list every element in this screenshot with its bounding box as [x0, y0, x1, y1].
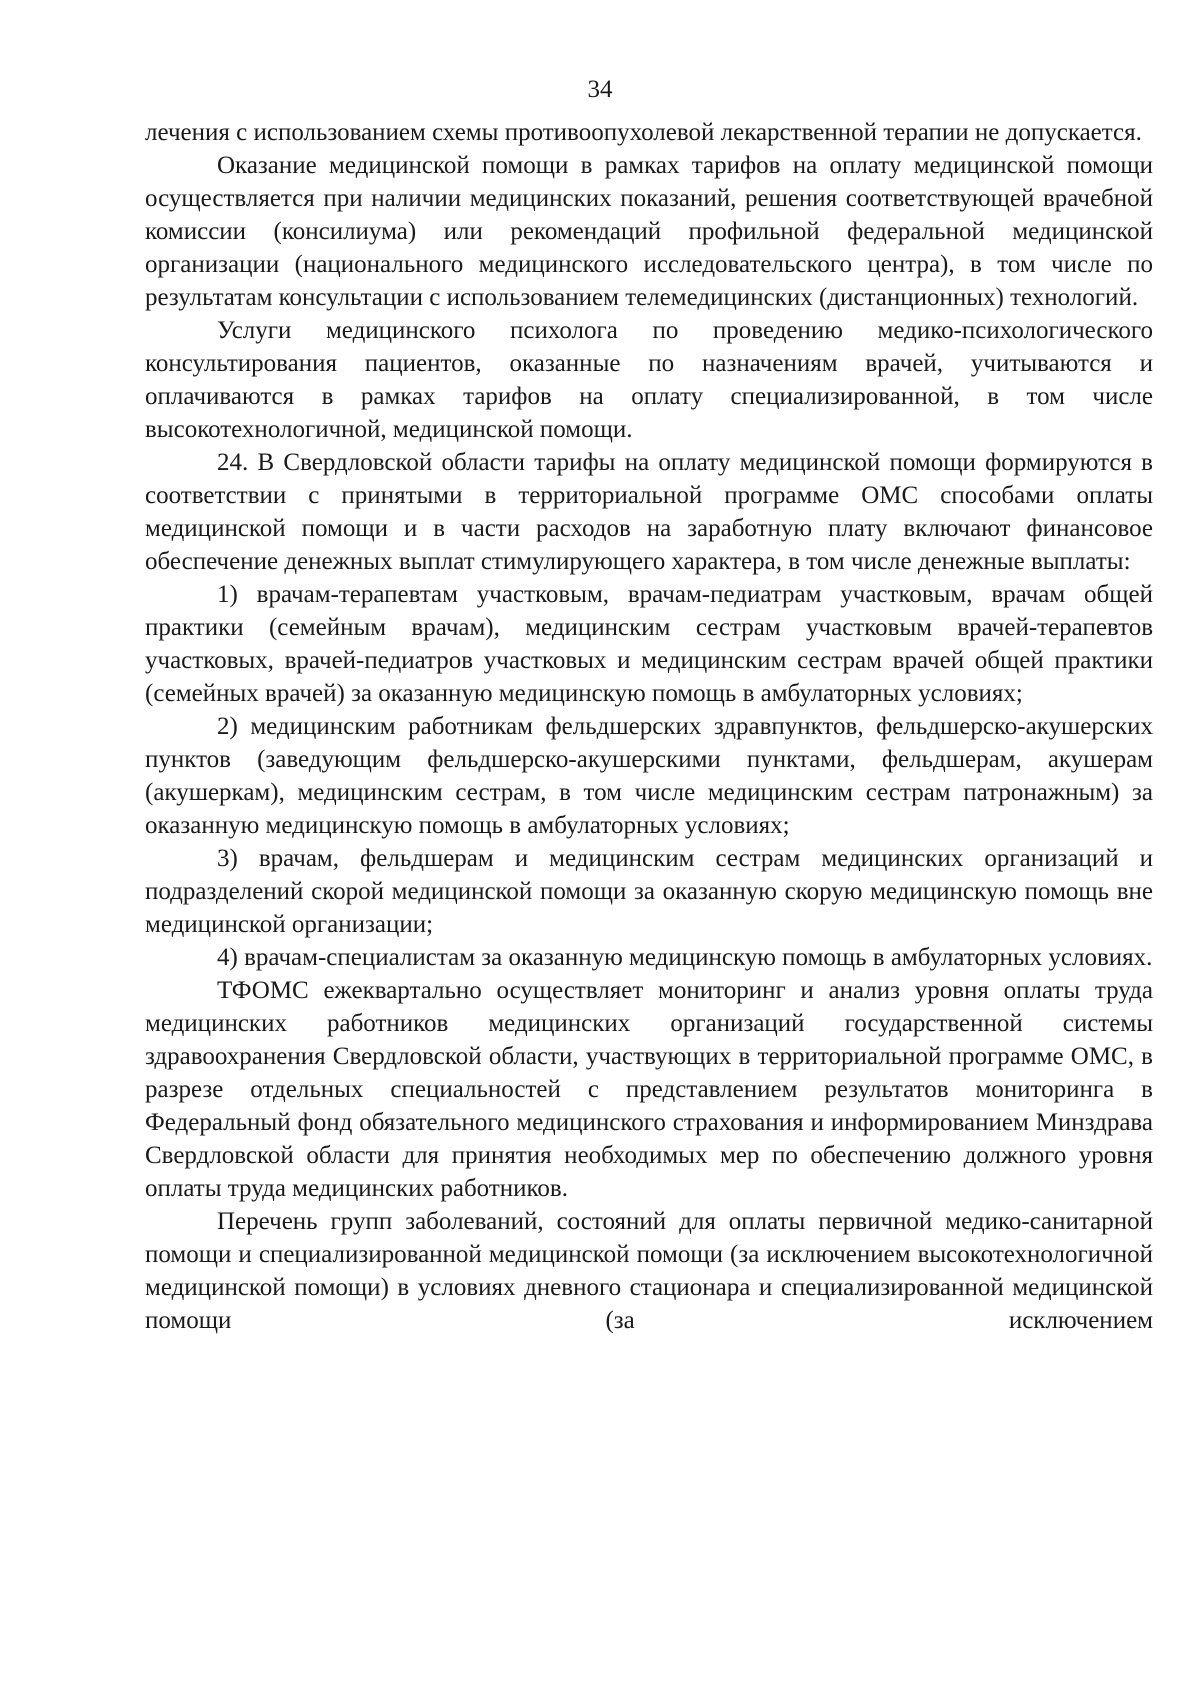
page-number: 34: [587, 76, 613, 103]
paragraph: лечения с использованием схемы противоопухолевой лекарственной терапии не допускается.: [145, 119, 1142, 146]
paragraph: Оказание медицинской помощи в рамках тарифов на оплату медицинской помощи осуществляется при наличии медицинских показаний, решения соответствующей врачебной комиссии (консилиума) или рекомендаций профильной федеральной медицинской организации (национального медицинского исследовательского центра), в том числе по результатам консультации с использованием телемедицинских (дистанционных) технологий.: [145, 152, 1153, 311]
list-item: 1) врачам-терапевтам участковым, врачам-педиатрам участковым, врачам общей практики (семейным врачам), медицинским сестрам участковым врачей-терапевтов участковых, врачей-педиатров участковых и медицинским сестрам врачей общей практики (семейных врачей) за оказанную медицинскую помощь в амбулаторных условиях;: [145, 581, 1153, 707]
list-item: 2) медицинским работникам фельдшерских здравпунктов, фельдшерско-акушерских пунктов (заведующим фельдшерско-акушерскими пунктами, фельдшерам, акушерам (акушеркам), медицинским сестрам, в том числе медицинским сестрам патронажным) за оказанную медицинскую помощь в амбулаторных условиях;: [145, 713, 1153, 839]
paragraph: 24. В Свердловской области тарифы на оплату медицинской помощи формируются в соответствии с принятыми в территориальной программе ОМС способами оплаты медицинской помощи и в части расходов на заработную плату включают финансовое обеспечение денежных выплат стимулирующего характера, в том числе денежные выплаты:: [145, 449, 1153, 575]
paragraph: Перечень групп заболеваний, состояний для оплаты первичной медико-санитарной помощи и специализированной медицинской помощи (за исключением высокотехнологичной медицинской помощи) в условиях дневного стационара и специализированной медицинской помощи (за исключением: [145, 1208, 1153, 1334]
list-item: 4) врачам-специалистам за оказанную медицинскую помощь в амбулаторных условиях.: [217, 944, 1153, 971]
paragraph: Услуги медицинского психолога по проведению медико-психологического консультирования пациентов, оказанные по назначениям врачей, учитываются и оплачиваются в рамках тарифов на оплату специализированной, в том числе высокотехнологичной, медицинской помощи.: [145, 317, 1153, 443]
body-text: [145, 116, 1153, 1337]
paragraph: ТФОМС ежеквартально осуществляет мониторинг и анализ уровня оплаты труда медицинских работников медицинских организаций государственной системы здравоохранения Свердловской области, участвующих в территориальной программе ОМС, в разрезе отдельных специальностей с представлением результатов мониторинга в Федеральный фонд обязательного медицинского страхования и информированием Минздрава Свердловской области для принятия необходимых мер по обеспечению должного уровня оплаты труда медицинских работников.: [145, 977, 1153, 1202]
list-item: 3) врачам, фельдшерам и медицинским сестрам медицинских организаций и подразделений скорой медицинской помощи за оказанную скорую медицинскую помощь вне медицинской организации;: [145, 845, 1153, 938]
